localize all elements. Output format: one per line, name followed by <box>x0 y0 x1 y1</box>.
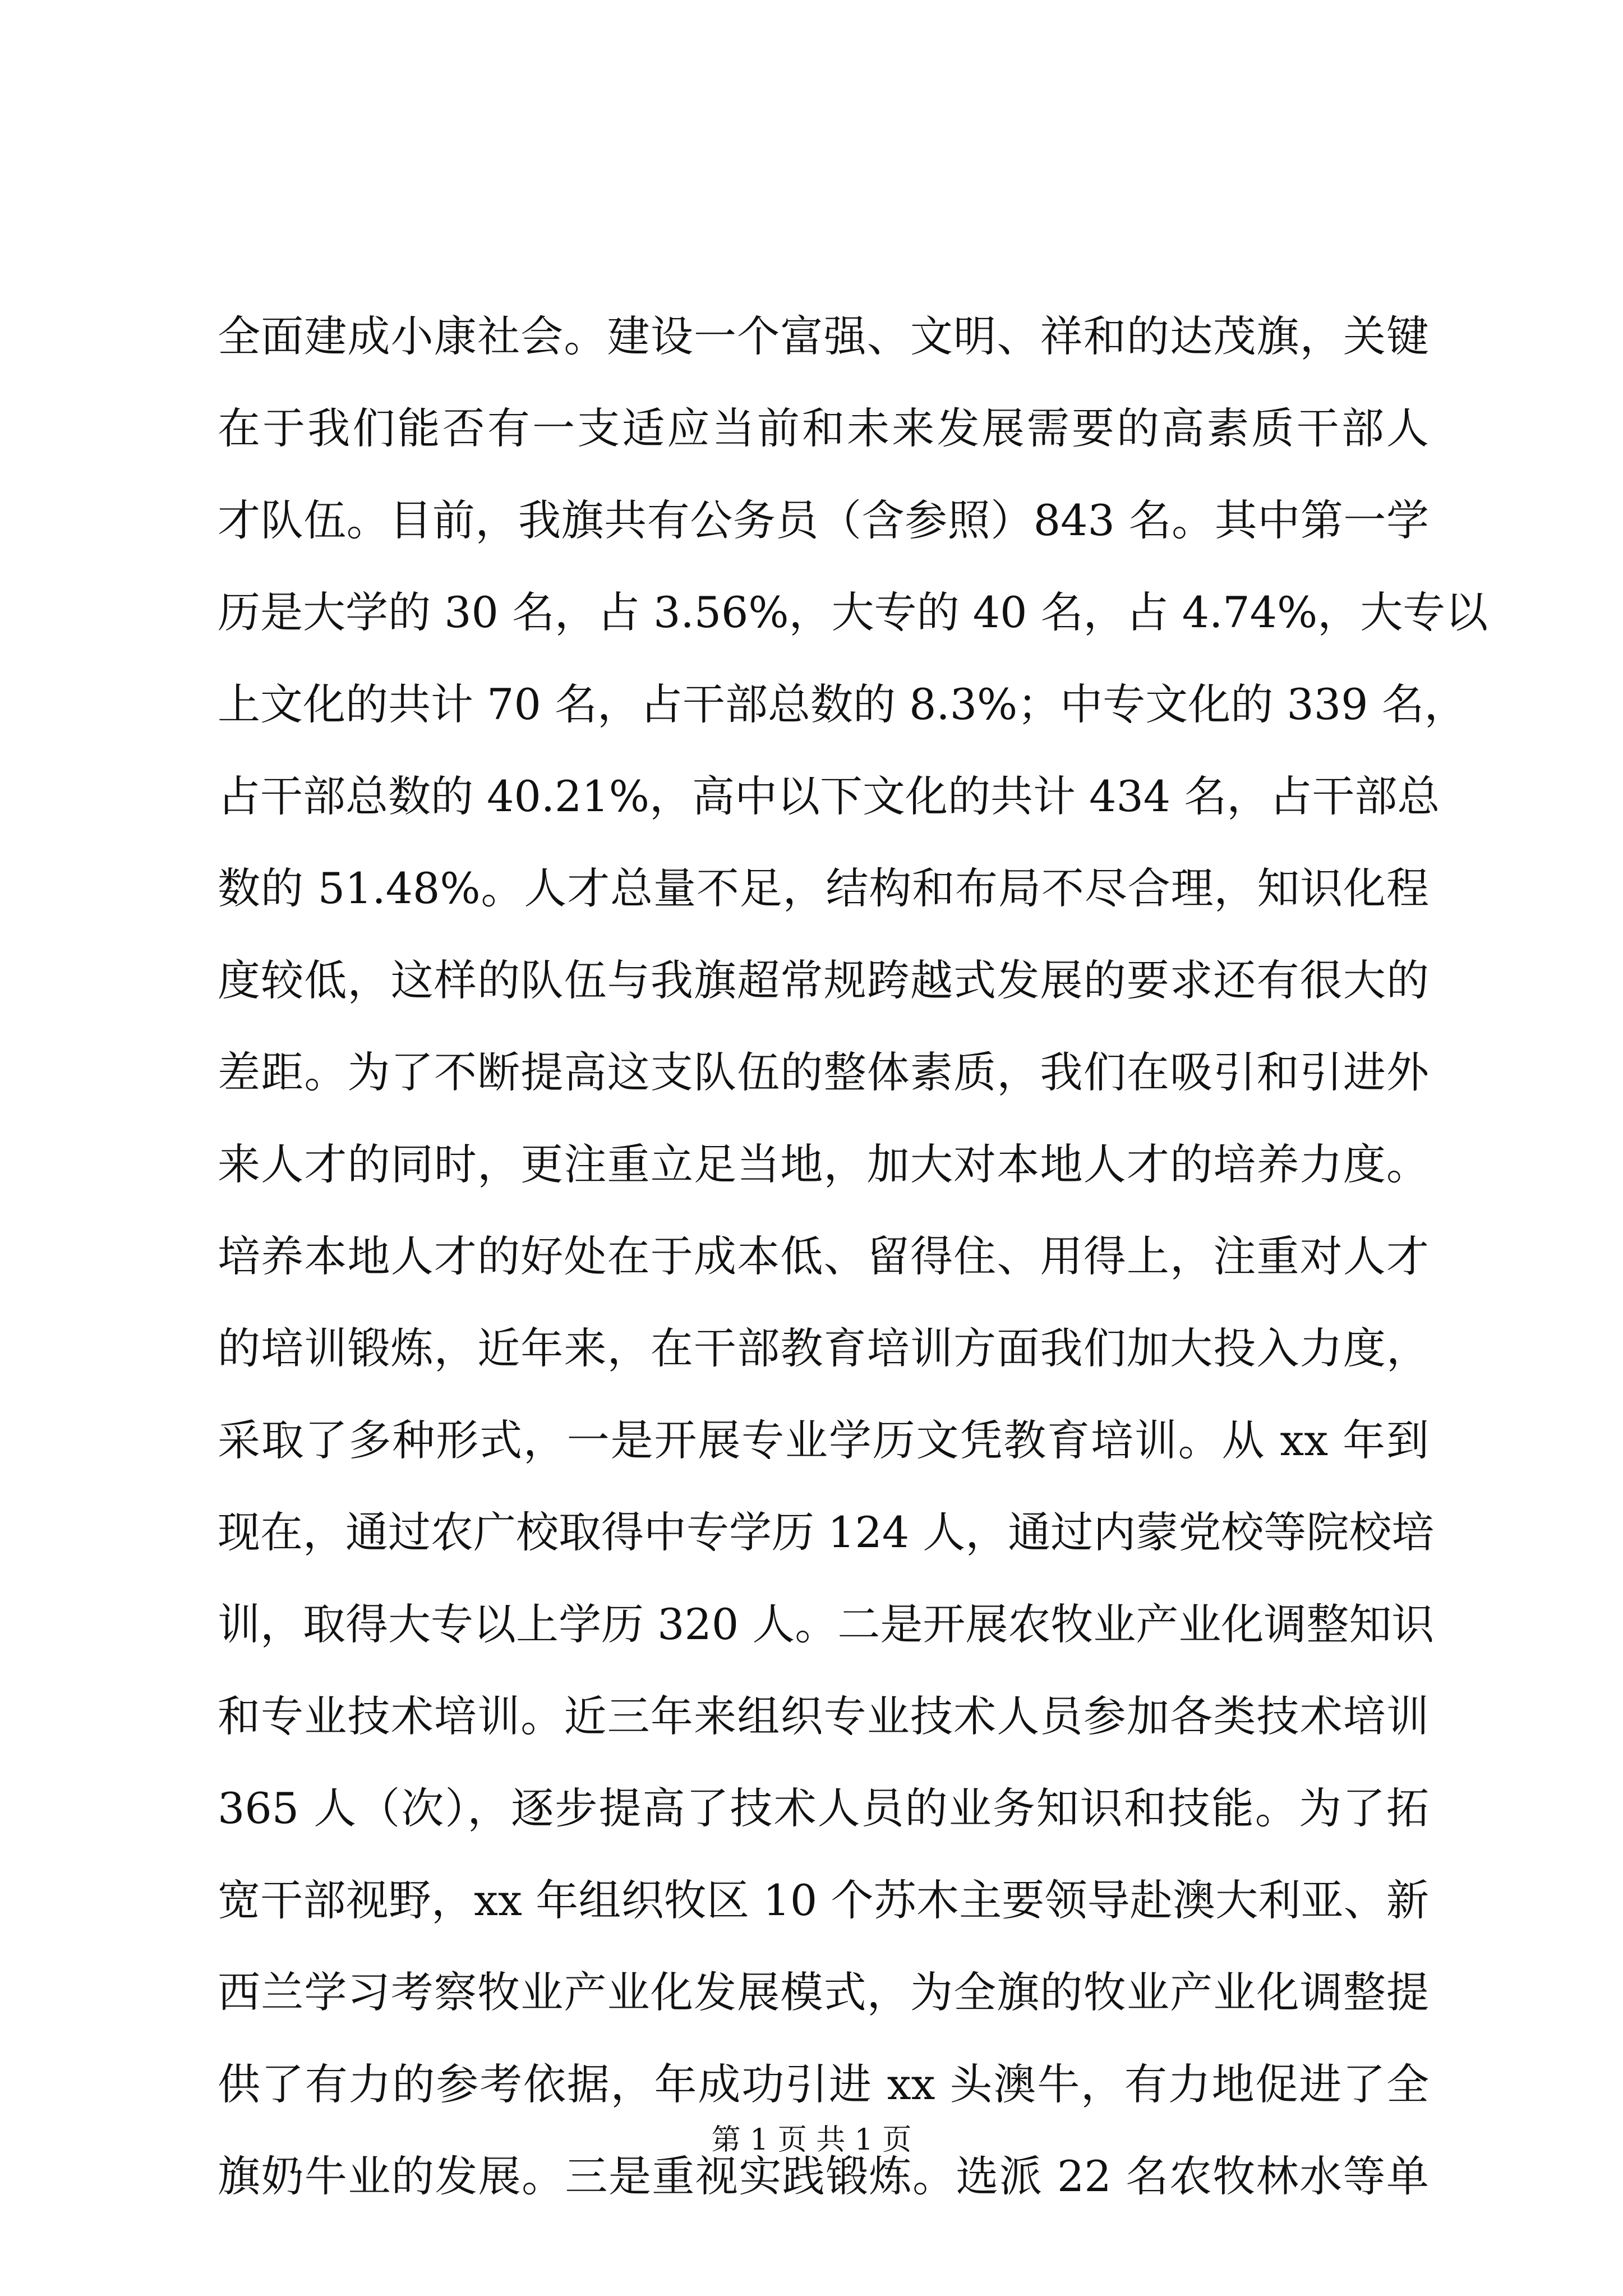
text-line: 培养本地人才的好处在于成本低、留得住、用得上，注重对人才 <box>218 1231 1429 1281</box>
page-number-footer: 第 1 页 共 1 页 <box>711 2123 912 2157</box>
text-line: 全面建成小康社会。建设一个富强、文明、祥和的达茂旗，关键 <box>218 311 1429 361</box>
text-line: 历是大学的 30 名，占 3.56%，大专的 40 名，占 4.74%，大专以 <box>218 587 1488 637</box>
text-line: 数的 51.48%。人才总量不足，结构和布局不尽合理，知识化程 <box>218 863 1429 913</box>
text-line: 训，取得大专以上学历 320 人。二是开展农牧业产业化调整知识 <box>218 1599 1435 1649</box>
text-line: 和专业技术培训。近三年来组织专业技术人员参加各类技术培训 <box>218 1691 1429 1741</box>
text-line: 才队伍。目前，我旗共有公务员（含参照）843 名。其中第一学 <box>218 495 1429 545</box>
text-line: 宽干部视野，xx 年组织牧区 10 个苏木主要领导赴澳大利亚、新 <box>218 1875 1429 1925</box>
text-line: 西兰学习考察牧业产业化发展模式，为全旗的牧业产业化调整提 <box>218 1967 1429 2017</box>
text-line: 供了有力的参考依据，年成功引进 xx 头澳牛，有力地促进了全 <box>218 2059 1429 2109</box>
text-line: 上文化的共计 70 名，占干部总数的 8.3%；中专文化的 339 名， <box>218 679 1467 729</box>
text-line: 的培训锻炼，近年来，在干部教育培训方面我们加大投入力度， <box>218 1323 1429 1373</box>
text-line: 采取了多种形式，一是开展专业学历文凭教育培训。从 xx 年到 <box>218 1415 1429 1465</box>
text-line: 旗奶牛业的发展。三是重视实践锻炼。选派 22 名农牧林水等单 <box>218 2151 1429 2201</box>
text-line: 来人才的同时，更注重立足当地，加大对本地人才的培养力度。 <box>218 1139 1429 1189</box>
text-line: 差距。为了不断提高这支队伍的整体素质，我们在吸引和引进外 <box>218 1047 1429 1097</box>
text-line: 365 人（次），逐步提高了技术人员的业务知识和技能。为了拓 <box>218 1783 1429 1833</box>
text-line: 在于我们能否有一支适应当前和未来发展需要的高素质干部人 <box>218 403 1429 453</box>
text-line: 现在，通过农广校取得中专学历 124 人，通过内蒙党校等院校培 <box>218 1507 1435 1557</box>
body-paragraph <box>218 291 1488 2223</box>
text-line: 占干部总数的 40.21%，高中以下文化的共计 434 名，占干部总 <box>218 771 1440 821</box>
text-line: 度较低，这样的队伍与我旗超常规跨越式发展的要求还有很大的 <box>218 955 1429 1005</box>
